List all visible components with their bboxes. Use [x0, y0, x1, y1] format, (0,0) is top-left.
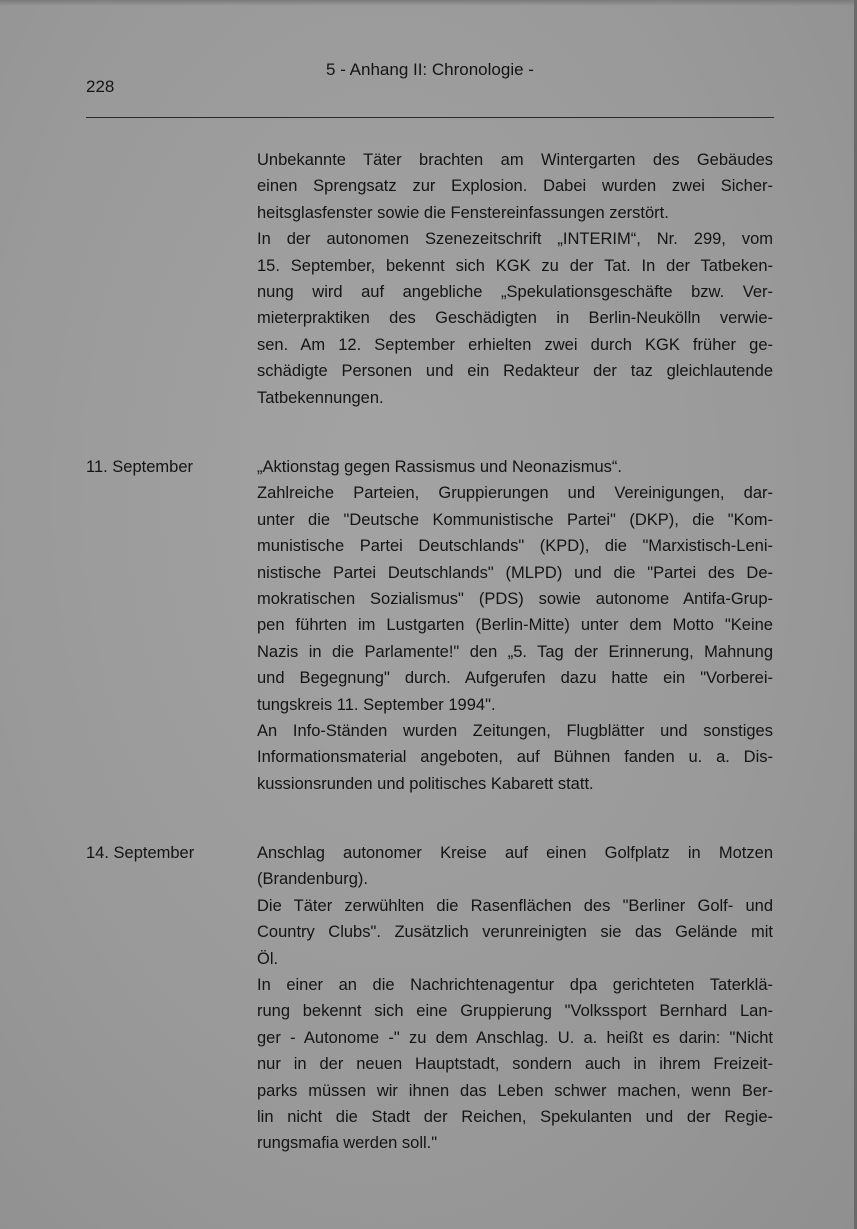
- text-line: ger - Autonome -" zu dem Anschlag. U. a. heißt es darin: "Nicht: [257, 1028, 773, 1047]
- text-line: Zahlreiche Parteien, Gruppierungen und Vereinigungen, dar-: [257, 484, 773, 503]
- text-line: munistische Partei Deutschlands" (KPD), die "Marxistisch-Leni-: [257, 537, 773, 556]
- text-line: Informationsmaterial angeboten, auf Bühnen fanden u. a. Dis-: [257, 748, 773, 767]
- text-line: Die Täter zerwühlten die Rasenflächen des "Berliner Golf- und: [257, 896, 773, 915]
- text-line: nur in der neuen Hauptstadt, sondern auch in ihrem Freizeit-: [257, 1055, 773, 1074]
- text-line: parks müssen wir ihnen das Leben schwer machen, wenn Ber-: [257, 1081, 773, 1100]
- text-line: sen. Am 12. September erhielten zwei durch KGK früher ge-: [257, 335, 773, 354]
- text-line: Anschlag autonomer Kreise auf einen Golfplatz in Motzen: [257, 844, 773, 862]
- text-line: In einer an die Nachrichtenagentur dpa gerichteten Taterklä-: [257, 976, 773, 995]
- text-line: lin nicht die Stadt der Reichen, Spekulanten und der Regie-: [257, 1108, 773, 1127]
- continuation-text: [257, 147, 773, 411]
- text-line: „Aktionstag gegen Rassismus und Neonazismus“.: [257, 458, 623, 476]
- text-line: unter die "Deutsche Kommunistische Partei" (DKP), die "Kom-: [257, 510, 773, 529]
- text-line: Nazis in die Parlamente!" den „5. Tag der Erinnerung, Mahnung: [257, 642, 773, 661]
- text-line: pen führten im Lustgarten (Berlin-Mitte) unter dem Motto "Keine: [257, 616, 773, 635]
- entry-date: 11. September: [86, 458, 194, 476]
- page-number: 228: [86, 77, 115, 96]
- text-line: einen Sprengsatz zur Explosion. Dabei wurden zwei Sicher-: [257, 177, 773, 196]
- entry-text: [257, 840, 773, 1157]
- text-line: 15. September, bekennt sich KGK zu der Tat. In der Tatbeken-: [257, 256, 773, 275]
- text-line: Öl.: [257, 949, 279, 968]
- text-line: kussionsrunden und politisches Kabarett statt.: [257, 774, 594, 793]
- text-line: Tatbekennungen.: [257, 388, 384, 407]
- text-line: rung bekennt sich eine Gruppierung "Volkssport Bernhard Lan-: [257, 1002, 773, 1021]
- text-line: mokratischen Sozialismus" (PDS) sowie autonome Antifa-Grup-: [257, 590, 773, 609]
- text-line: In der autonomen Szenezeitschrift „INTERIM“, Nr. 299, vom: [257, 230, 773, 249]
- text-line: heitsglasfenster sowie die Fenstereinfassungen zerstört.: [257, 203, 669, 222]
- text-line: schädigte Personen und ein Redakteur der taz gleichlautende: [257, 362, 773, 381]
- text-line: rungsmafia werden soll.": [257, 1134, 438, 1153]
- text-line: und Begegnung" durch. Aufgerufen dazu hatte ein "Vorberei-: [257, 669, 773, 688]
- text-line: An Info-Ständen wurden Zeitungen, Flugblätter und sonstiges: [257, 722, 773, 741]
- text-line: mieterpraktiken des Geschädigten in Berlin-Neukölln verwie-: [257, 309, 773, 328]
- text-line: nistische Partei Deutschlands" (MLPD) und die "Partei des De-: [257, 563, 773, 582]
- scan-top-edge: [0, 0, 857, 6]
- entry-date: 14. September: [86, 844, 195, 862]
- running-head: 5 - Anhang II: Chronologie -: [326, 60, 534, 79]
- text-line: nung wird auf angebliche „Spekulationsgeschäfte bzw. Ver-: [257, 283, 773, 302]
- text-line: Country Clubs". Zusätzlich verunreinigten sie das Gelände mit: [257, 923, 773, 942]
- entry-text: [257, 454, 773, 797]
- header-rule: [86, 117, 774, 118]
- text-line: (Brandenburg).: [257, 870, 368, 889]
- text-line: Unbekannte Täter brachten am Wintergarten des Gebäudes: [257, 151, 773, 169]
- text-line: tungskreis 11. September 1994".: [257, 695, 496, 714]
